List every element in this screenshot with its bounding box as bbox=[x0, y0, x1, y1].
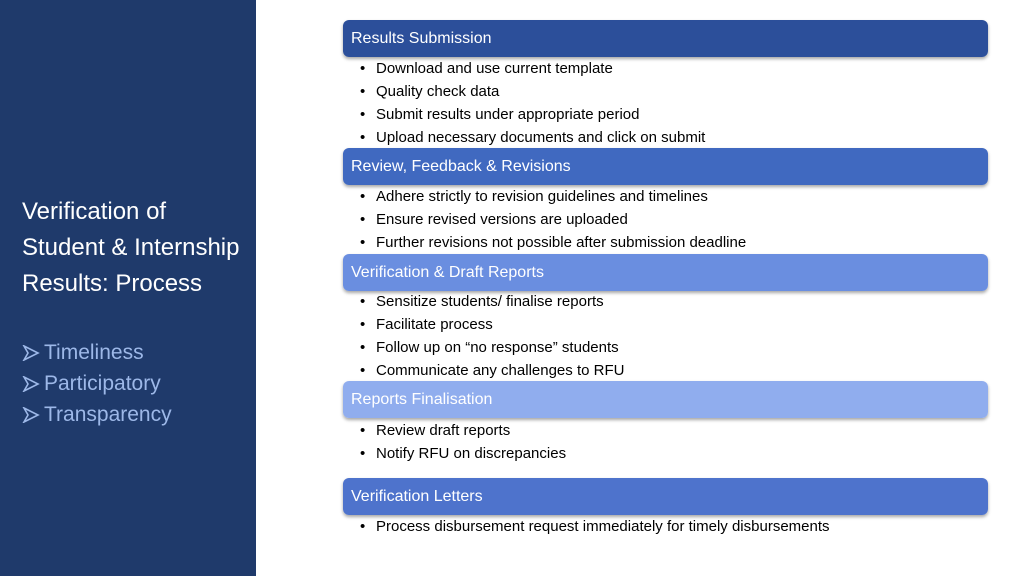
step-items-verification-draft bbox=[360, 290, 624, 382]
step-header-reports-finalisation: Reports Finalisation bbox=[343, 381, 988, 418]
sidebar-point-label: Participatory bbox=[44, 372, 161, 395]
list-item: • Adhere strictly to revision guidelines and timelines bbox=[360, 188, 708, 205]
sidebar-point bbox=[22, 399, 172, 430]
list-item: • Upload necessary documents and click on submit bbox=[360, 129, 706, 146]
list-item: • Ensure revised versions are uploaded bbox=[360, 211, 628, 228]
list-item: • Notify RFU on discrepancies bbox=[360, 445, 567, 462]
sidebar-point bbox=[22, 368, 172, 399]
sidebar-points bbox=[22, 337, 172, 430]
sidebar-panel bbox=[0, 0, 256, 576]
sidebar-title: Verification of Student & Internship Results: Process bbox=[22, 198, 240, 297]
sidebar-point bbox=[22, 337, 172, 368]
list-item: • Quality check data bbox=[360, 83, 500, 100]
step-items-results-submission bbox=[360, 57, 705, 149]
list-item: • Submit results under appropriate period bbox=[360, 106, 640, 123]
list-item: • Process disbursement request immediately for timely disbursements bbox=[360, 518, 830, 535]
list-item: • Review draft reports bbox=[360, 422, 511, 439]
arrow-bullet-icon bbox=[22, 376, 44, 392]
list-item: • Communicate any challenges to RFU bbox=[360, 362, 625, 379]
list-item: • Download and use current template bbox=[360, 60, 613, 77]
list-item: • Further revisions not possible after submission deadline bbox=[360, 234, 747, 251]
step-header-verification-draft: Verification & Draft Reports bbox=[343, 254, 988, 291]
step-items-review-feedback bbox=[360, 185, 746, 254]
list-item: • Facilitate process bbox=[360, 316, 493, 333]
list-item: • Follow up on “no response” students bbox=[360, 339, 619, 356]
step-items-verification-letters bbox=[360, 515, 830, 538]
step-header-results-submission: Results Submission bbox=[343, 20, 988, 57]
sidebar-point-label: Timeliness bbox=[44, 341, 144, 364]
arrow-bullet-icon bbox=[22, 345, 44, 361]
step-items-reports-finalisation bbox=[360, 419, 566, 465]
list-item: • Sensitize students/ finalise reports bbox=[360, 293, 604, 310]
sidebar-point-label: Transparency bbox=[44, 403, 172, 426]
arrow-bullet-icon bbox=[22, 407, 44, 423]
step-header-review-feedback: Review, Feedback & Revisions bbox=[343, 148, 988, 185]
step-header-verification-letters: Verification Letters bbox=[343, 478, 988, 515]
